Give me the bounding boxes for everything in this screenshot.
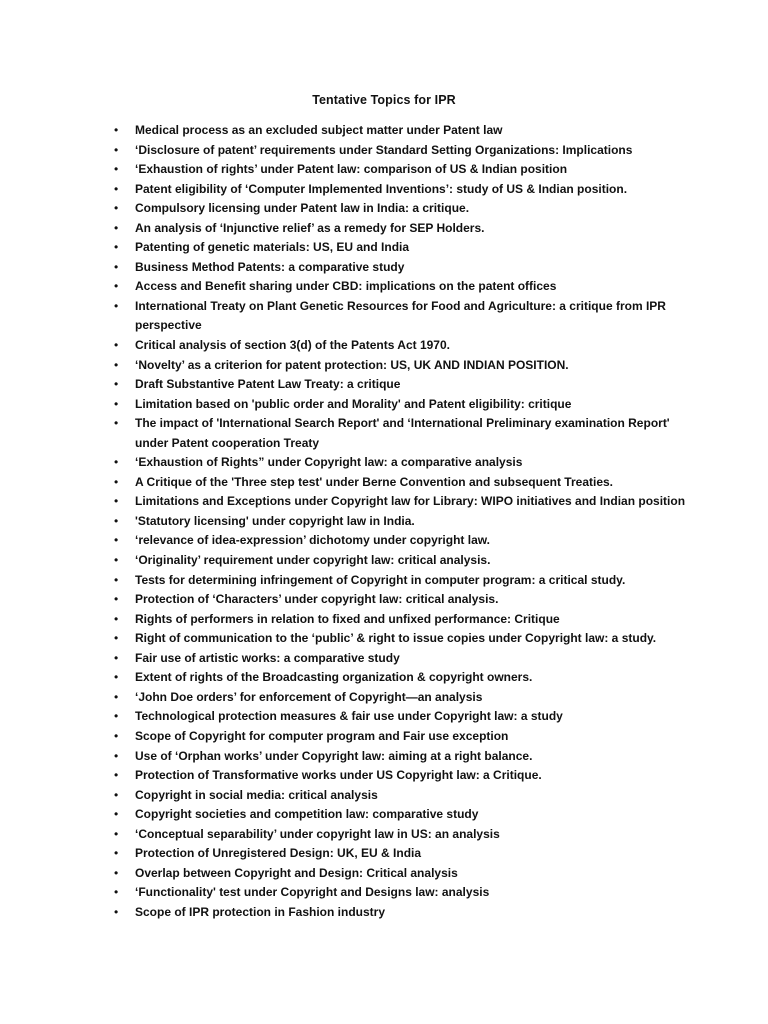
topic-list-item (112, 707, 692, 727)
bullet-icon: • (114, 611, 119, 626)
bullet-icon: • (114, 885, 119, 900)
bullet-icon: • (114, 142, 119, 157)
bullet-icon: • (114, 572, 119, 587)
bullet-icon: • (114, 162, 119, 177)
bullet-icon: • (114, 865, 119, 880)
topic-list-item (112, 727, 692, 747)
topic-text: Business Method Patents: a comparative study (135, 259, 405, 274)
topic-text: Protection of Unregistered Design: UK, EU & India (135, 846, 422, 861)
topic-list-item (112, 414, 692, 453)
bullet-icon: • (114, 123, 119, 137)
topic-list-item (112, 395, 692, 415)
bullet-icon: • (114, 298, 119, 313)
bullet-icon: • (114, 338, 119, 353)
bullet-icon: • (114, 787, 119, 802)
bullet-icon: • (114, 807, 119, 822)
bullet-icon: • (114, 631, 119, 646)
topic-text: Access and Benefit sharing under CBD: implications on the patent offices (135, 279, 557, 294)
topic-list-item (112, 199, 692, 219)
topic-text: ‘Functionality' test under Copyright and Designs law: analysis (135, 885, 490, 900)
topic-text: Technological protection measures & fair use under Copyright law: a study (135, 709, 563, 724)
topic-list-item (112, 844, 692, 864)
bullet-icon: • (114, 748, 119, 763)
topic-list-item (112, 864, 692, 884)
topic-list-item (112, 531, 692, 551)
topic-text: Scope of IPR protection in Fashion industry (135, 904, 386, 919)
bullet-icon: • (114, 846, 119, 861)
bullet-icon: • (114, 513, 119, 528)
topic-text: Protection of Transformative works under US Copyright law: a Critique. (135, 768, 542, 783)
topic-list-item (112, 375, 692, 395)
topic-text: Medical process as an excluded subject matter under Patent law (135, 123, 503, 137)
bullet-icon: • (114, 826, 119, 841)
topic-text: ‘Conceptual separability’ under copyright law in US: an analysis (135, 826, 500, 841)
topic-list-item (112, 492, 692, 512)
bullet-icon: • (114, 904, 119, 919)
topic-list-item (112, 121, 692, 141)
topic-text: The impact of 'International Search Report' and ‘International Preliminary examination Report' under Patent cooperation Treaty (135, 416, 670, 450)
bullet-icon: • (114, 553, 119, 568)
topic-text: Scope of Copyright for computer program and Fair use exception (135, 728, 509, 743)
bullet-icon: • (114, 768, 119, 783)
bullet-icon: • (114, 416, 119, 431)
bullet-icon: • (114, 709, 119, 724)
bullet-icon: • (114, 240, 119, 255)
topic-list-item (112, 356, 692, 376)
topic-text: Patent eligibility of ‘Computer Implemented Inventions’: study of US & Indian position. (135, 181, 628, 196)
topic-list-item (112, 668, 692, 688)
topic-list-item (112, 766, 692, 786)
topic-list-item (112, 649, 692, 669)
topic-list-item (112, 512, 692, 532)
topic-text: ‘Exhaustion of Rights” under Copyright law: a comparative analysis (135, 455, 523, 470)
bullet-icon: • (114, 181, 119, 196)
topic-text: International Treaty on Plant Genetic Resources for Food and Agriculture: a critique from IPR perspective (135, 298, 666, 333)
topic-text: Limitations and Exceptions under Copyright law for Library: WIPO initiatives and Indian position (135, 494, 686, 509)
topic-list-item (112, 688, 692, 708)
topic-text: ‘Novelty’ as a criterion for patent protection: US, UK AND INDIAN POSITION. (135, 357, 569, 372)
topic-text: Extent of rights of the Broadcasting organization & copyright owners. (135, 670, 533, 685)
topic-list-item (112, 141, 692, 161)
bullet-icon: • (114, 357, 119, 372)
topic-list-item (112, 277, 692, 297)
topic-list (112, 121, 692, 922)
topic-list-item (112, 590, 692, 610)
topic-text: ‘Disclosure of patent’ requirements under Standard Setting Organizations: Implications (135, 142, 633, 157)
topic-text: Use of ‘Orphan works’ under Copyright law: aiming at a right balance. (135, 748, 533, 763)
bullet-icon: • (114, 670, 119, 685)
bullet-icon: • (114, 377, 119, 392)
topic-text: 'Statutory licensing' under copyright law in India. (135, 513, 415, 528)
topic-list-item (112, 219, 692, 239)
topic-text: An analysis of ‘Injunctive relief’ as a remedy for SEP Holders. (135, 220, 485, 235)
bullet-icon: • (114, 689, 119, 704)
topic-list-item (112, 160, 692, 180)
topic-list-item (112, 473, 692, 493)
topic-list-item (112, 747, 692, 767)
bullet-icon: • (114, 220, 119, 235)
topic-text: Limitation based on 'public order and Morality' and Patent eligibility: critique (135, 396, 572, 411)
topic-text: Rights of performers in relation to fixed and unfixed performance: Critique (135, 611, 560, 626)
topic-text: ‘Originality’ requirement under copyright law: critical analysis. (135, 553, 491, 568)
topic-text: Tests for determining infringement of Copyright in computer program: a critical study. (135, 572, 626, 587)
topic-text: Fair use of artistic works: a comparative study (135, 650, 400, 665)
topic-list-item (112, 629, 692, 649)
topic-list-item (112, 180, 692, 200)
topic-list-item (112, 786, 692, 806)
topic-text: Draft Substantive Patent Law Treaty: a critique (135, 377, 401, 392)
topic-text: Compulsory licensing under Patent law in India: a critique. (135, 201, 470, 216)
bullet-icon: • (114, 396, 119, 411)
topic-list-item (112, 453, 692, 473)
topic-text: Critical analysis of section 3(d) of the Patents Act 1970. (135, 338, 450, 353)
topic-text: Protection of ‘Characters’ under copyright law: critical analysis. (135, 592, 499, 607)
bullet-icon: • (114, 650, 119, 665)
bullet-icon: • (114, 455, 119, 470)
bullet-icon: • (114, 533, 119, 548)
bullet-icon: • (114, 494, 119, 509)
document-title: Tentative Topics for IPR (312, 93, 456, 107)
topic-text: ‘relevance of idea-expression’ dichotomy under copyright law. (135, 533, 490, 548)
topic-text: ‘Exhaustion of rights’ under Patent law: comparison of US & Indian position (135, 162, 568, 177)
bullet-icon: • (114, 728, 119, 743)
bullet-icon: • (114, 279, 119, 294)
bullet-icon: • (114, 201, 119, 216)
topic-list-item (112, 551, 692, 571)
bullet-icon: • (114, 592, 119, 607)
bullet-icon: • (114, 259, 119, 274)
topic-list-item (112, 238, 692, 258)
topic-text: Patenting of genetic materials: US, EU and India (135, 240, 410, 255)
bullet-icon: • (114, 474, 119, 489)
topic-list-item (112, 825, 692, 845)
topic-list-item (112, 336, 692, 356)
topic-text: Copyright in social media: critical analysis (135, 787, 378, 802)
topic-list-item (112, 297, 692, 336)
topic-list-item (112, 805, 692, 825)
topic-text: ‘John Doe orders’ for enforcement of Copyright—an analysis (135, 689, 483, 704)
topic-list-item (112, 571, 692, 591)
topic-text: Right of communication to the ‘public’ & right to issue copies under Copyright law: a study. (135, 631, 657, 646)
topic-list-item (112, 883, 692, 903)
topic-text: A Critique of the 'Three step test' under Berne Convention and subsequent Treaties. (135, 474, 614, 489)
topic-list-item (112, 903, 692, 923)
topic-text: Copyright societies and competition law: comparative study (135, 807, 479, 822)
topic-list-item (112, 610, 692, 630)
topic-text: Overlap between Copyright and Design: Critical analysis (135, 865, 458, 880)
topic-list-item (112, 258, 692, 278)
